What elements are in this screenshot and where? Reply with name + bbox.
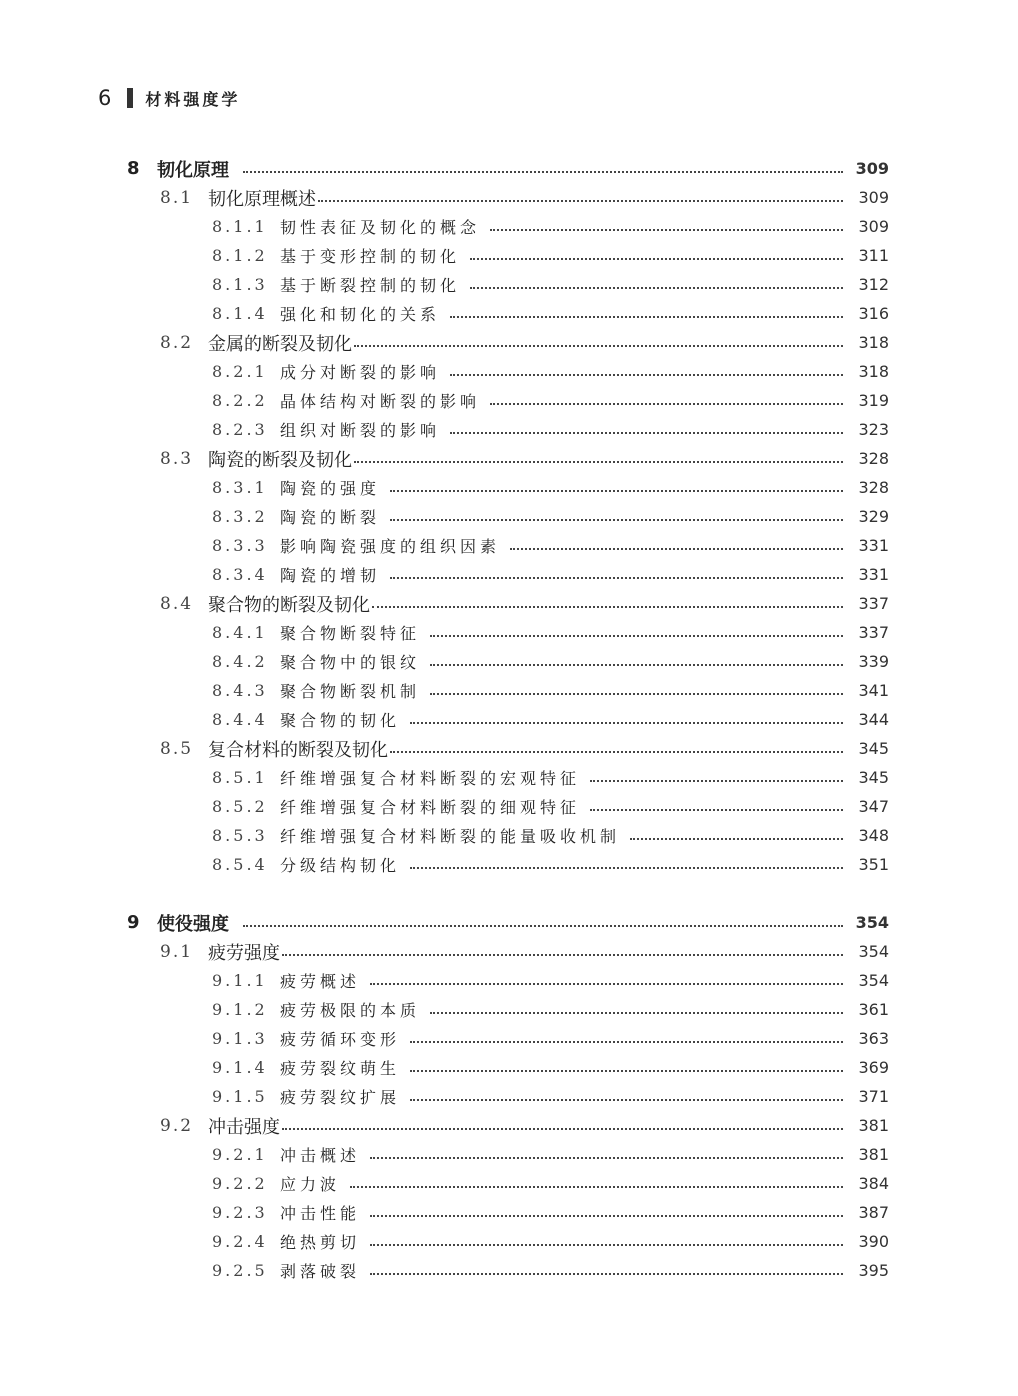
dot-leader xyxy=(450,316,843,318)
dot-leader xyxy=(450,374,843,376)
dot-leader xyxy=(410,1041,843,1043)
toc-entry-number: 8.1.3 xyxy=(212,275,268,294)
toc-entry-page: 329 xyxy=(858,507,889,526)
toc-entry-section[interactable] xyxy=(0,589,889,618)
dot-leader xyxy=(430,664,843,666)
toc-entry-number: 8.3.3 xyxy=(212,536,268,555)
toc-entry-number: 8.5.2 xyxy=(212,797,268,816)
toc-entry-number: 8.1 xyxy=(160,187,194,208)
toc-entry-page: 311 xyxy=(858,246,889,265)
toc-entry-page: 319 xyxy=(858,391,889,410)
toc-entry-page: 369 xyxy=(858,1058,889,1077)
dot-leader xyxy=(282,954,843,956)
toc-entry-sub[interactable] xyxy=(0,502,889,531)
dot-leader xyxy=(370,1244,843,1246)
toc-entry-title: 陶瓷的断裂及韧化 xyxy=(208,449,352,471)
toc-entry-sub[interactable] xyxy=(0,415,889,444)
dot-leader xyxy=(450,432,843,434)
dot-leader xyxy=(490,229,843,231)
dot-leader xyxy=(354,461,843,463)
toc-entry-number: 9.2.3 xyxy=(212,1203,268,1222)
toc-entry-title: 冲击概述 xyxy=(280,1146,361,1165)
toc-entry-section[interactable] xyxy=(0,937,889,966)
dot-leader xyxy=(590,780,843,782)
toc-entry-title: 聚合物的断裂及韧化 xyxy=(208,594,370,616)
dot-leader xyxy=(410,867,843,869)
toc-entry-page: 337 xyxy=(858,623,889,642)
toc-entry-page: 328 xyxy=(858,478,889,497)
toc-entry-page: 395 xyxy=(858,1261,889,1280)
toc-entry-section[interactable] xyxy=(0,734,889,763)
toc-entry-title: 应力波 xyxy=(280,1175,341,1194)
toc-entry-page: 348 xyxy=(858,826,889,845)
toc-entry-title: 韧化原理概述 xyxy=(208,188,316,210)
toc-entry-title: 聚合物断裂特征 xyxy=(280,624,421,643)
toc-entry-title: 分级结构韧化 xyxy=(280,856,401,875)
toc-entry-title: 纤维增强复合材料断裂的能量吸收机制 xyxy=(280,827,621,846)
toc-entry-title: 疲劳裂纹萌生 xyxy=(280,1059,401,1078)
toc-entry-number: 8.4.1 xyxy=(212,623,268,642)
dot-leader xyxy=(390,490,843,492)
dot-leader xyxy=(490,403,843,405)
toc-entry-page: 328 xyxy=(858,449,889,468)
toc-entry-title: 疲劳循环变形 xyxy=(280,1030,401,1049)
toc-entry-number: 8.2.1 xyxy=(212,362,268,381)
toc-entry-number: 9.1.2 xyxy=(212,1000,268,1019)
toc-entry-page: 381 xyxy=(858,1116,889,1135)
toc-entry-number: 9.1.3 xyxy=(212,1029,268,1048)
toc-entry-number: 9.2 xyxy=(160,1115,194,1136)
toc-entry-number: 8.3 xyxy=(160,448,194,469)
toc-entry-sub[interactable] xyxy=(0,1227,889,1256)
toc-entry-sub[interactable] xyxy=(0,270,889,299)
toc-entry-number: 8.5.4 xyxy=(212,855,268,874)
toc-entry-sub[interactable] xyxy=(0,792,889,821)
toc-entry-title: 聚合物中的银纹 xyxy=(280,653,421,672)
dot-leader xyxy=(390,577,843,579)
toc-entry-page: 354 xyxy=(858,942,889,961)
toc-entry-sub[interactable] xyxy=(0,1140,889,1169)
toc-entry-chapter[interactable] xyxy=(0,154,889,183)
toc-entry-page: 323 xyxy=(858,420,889,439)
toc-entry-number: 8.5 xyxy=(160,738,194,759)
toc-entry-number: 8.3.4 xyxy=(212,565,268,584)
toc-entry-title: 疲劳强度 xyxy=(208,942,280,964)
toc-entry-number: 9.1.4 xyxy=(212,1058,268,1077)
toc-entry-title: 基于变形控制的韧化 xyxy=(280,247,461,266)
toc-entry-sub[interactable] xyxy=(0,705,889,734)
toc-entry-sub[interactable] xyxy=(0,357,889,386)
toc-entry-title: 陶瓷的断裂 xyxy=(280,508,381,527)
toc-entry-number: 9.2.1 xyxy=(212,1145,268,1164)
toc-entry-section[interactable] xyxy=(0,1111,889,1140)
toc-entry-number: 8.4.2 xyxy=(212,652,268,671)
toc-entry-title: 冲击性能 xyxy=(280,1204,361,1223)
toc-entry-title: 纤维增强复合材料断裂的细观特征 xyxy=(280,798,581,817)
toc-entry-number: 8.2 xyxy=(160,332,194,353)
toc-entry-title: 使役强度 xyxy=(157,913,229,935)
toc-entry-number: 8.5.3 xyxy=(212,826,268,845)
running-header xyxy=(98,84,240,112)
toc-entry-page: 351 xyxy=(858,855,889,874)
toc-entry-section[interactable] xyxy=(0,328,889,357)
toc-entry-sub[interactable] xyxy=(0,647,889,676)
toc-entry-title: 疲劳极限的本质 xyxy=(280,1001,421,1020)
toc-entry-title: 剥落破裂 xyxy=(280,1262,361,1281)
toc-entry-number: 8.4.4 xyxy=(212,710,268,729)
toc-entry-page: 337 xyxy=(858,594,889,613)
dot-leader xyxy=(370,1157,843,1159)
toc-entry-page: 341 xyxy=(858,681,889,700)
toc-entry-page: 312 xyxy=(858,275,889,294)
toc-entry-title: 复合材料的断裂及韧化 xyxy=(208,739,388,761)
toc-entry-number: 9.2.2 xyxy=(212,1174,268,1193)
dot-leader xyxy=(470,287,843,289)
toc-entry-title: 陶瓷的增韧 xyxy=(280,566,381,585)
toc-entry-sub[interactable] xyxy=(0,241,889,270)
toc-entry-sub[interactable] xyxy=(0,1256,889,1285)
dot-leader xyxy=(390,519,843,521)
toc-entry-number: 8.2.3 xyxy=(212,420,268,439)
toc-entry-number: 8.1.1 xyxy=(212,217,268,236)
toc-entry-sub[interactable] xyxy=(0,966,889,995)
dot-leader xyxy=(470,258,843,260)
dot-leader xyxy=(350,1186,843,1188)
toc-entry-page: 361 xyxy=(858,1000,889,1019)
toc-entry-number: 8 xyxy=(127,158,140,179)
toc-entry-sub[interactable] xyxy=(0,560,889,589)
header-divider-bar xyxy=(127,88,133,108)
toc-entry-sub[interactable] xyxy=(0,763,889,792)
toc-entry-page: 387 xyxy=(858,1203,889,1222)
toc-entry-page: 384 xyxy=(858,1174,889,1193)
dot-leader xyxy=(370,1273,843,1275)
dot-leader xyxy=(410,1099,843,1101)
toc-entry-number: 8.5.1 xyxy=(212,768,268,787)
dot-leader xyxy=(430,635,843,637)
toc-entry-page: 331 xyxy=(858,565,889,584)
toc-entry-sub[interactable] xyxy=(0,212,889,241)
toc-entry-title: 金属的断裂及韧化 xyxy=(208,333,352,355)
dot-leader xyxy=(354,345,843,347)
dot-leader xyxy=(243,925,843,927)
toc-entry-title: 韧化原理 xyxy=(157,159,229,181)
dot-leader xyxy=(410,1070,843,1072)
toc-entry-number: 9.1.5 xyxy=(212,1087,268,1106)
toc-entry-page: 318 xyxy=(858,362,889,381)
toc-entry-number: 8.1.4 xyxy=(212,304,268,323)
toc-entry-page: 371 xyxy=(858,1087,889,1106)
toc-entry-page: 390 xyxy=(858,1232,889,1251)
toc-entry-number: 8.3.1 xyxy=(212,478,268,497)
toc-entry-page: 347 xyxy=(858,797,889,816)
toc-entry-page: 363 xyxy=(858,1029,889,1048)
toc-entry-title: 纤维增强复合材料断裂的宏观特征 xyxy=(280,769,581,788)
dot-leader xyxy=(372,606,843,608)
page-number: 6 xyxy=(98,86,112,110)
toc-entry-number: 9.2.5 xyxy=(212,1261,268,1280)
toc-entry-title: 强化和韧化的关系 xyxy=(280,305,441,324)
book-title: 材料强度学 xyxy=(145,89,241,109)
toc-entry-page: 316 xyxy=(858,304,889,323)
toc-entry-title: 绝热剪切 xyxy=(280,1233,361,1252)
toc-entry-page: 318 xyxy=(858,333,889,352)
dot-leader xyxy=(510,548,843,550)
toc-entry-page: 345 xyxy=(858,768,889,787)
toc-entry-title: 成分对断裂的影响 xyxy=(280,363,441,382)
toc-entry-sub[interactable] xyxy=(0,676,889,705)
toc-entry-page: 345 xyxy=(858,739,889,758)
toc-entry-number: 8.2.2 xyxy=(212,391,268,410)
toc-entry-title: 组织对断裂的影响 xyxy=(280,421,441,440)
toc-entry-title: 疲劳裂纹扩展 xyxy=(280,1088,401,1107)
toc-entry-page: 331 xyxy=(858,536,889,555)
toc-entry-number: 8.4 xyxy=(160,593,194,614)
dot-leader xyxy=(590,809,843,811)
dot-leader xyxy=(390,751,843,753)
toc-entry-page: 354 xyxy=(858,971,889,990)
toc-entry-title: 疲劳概述 xyxy=(280,972,361,991)
toc-entry-number: 9 xyxy=(127,912,140,933)
toc-entry-sub[interactable] xyxy=(0,1053,889,1082)
dot-leader xyxy=(430,693,843,695)
toc-entry-title: 陶瓷的强度 xyxy=(280,479,381,498)
dot-leader xyxy=(282,1128,843,1130)
toc-entry-number: 8.1.2 xyxy=(212,246,268,265)
toc-entry-number: 8.3.2 xyxy=(212,507,268,526)
toc-entry-section[interactable] xyxy=(0,183,889,212)
toc-entry-sub[interactable] xyxy=(0,1169,889,1198)
toc-entry-page: 344 xyxy=(858,710,889,729)
toc-entry-sub[interactable] xyxy=(0,821,889,850)
toc-entry-page: 309 xyxy=(858,217,889,236)
toc-entry-page: 309 xyxy=(858,188,889,207)
toc-entry-number: 9.1 xyxy=(160,941,194,962)
toc-entry-sub[interactable] xyxy=(0,531,889,560)
toc-entry-chapter[interactable] xyxy=(0,908,889,937)
toc-entry-sub[interactable] xyxy=(0,299,889,328)
toc-entry-page: 381 xyxy=(858,1145,889,1164)
toc-entry-title: 影响陶瓷强度的组织因素 xyxy=(280,537,501,556)
toc-entry-title: 聚合物断裂机制 xyxy=(280,682,421,701)
toc-entry-sub[interactable] xyxy=(0,995,889,1024)
toc-entry-sub[interactable] xyxy=(0,1082,889,1111)
toc-entry-sub[interactable] xyxy=(0,850,889,879)
toc-entry-sub[interactable] xyxy=(0,1198,889,1227)
dot-leader xyxy=(243,171,843,173)
toc-entry-title: 冲击强度 xyxy=(208,1116,280,1138)
toc-entry-page: 339 xyxy=(858,652,889,671)
toc-entry-title: 基于断裂控制的韧化 xyxy=(280,276,461,295)
dot-leader xyxy=(630,838,843,840)
toc-entry-title: 韧性表征及韧化的概念 xyxy=(280,218,481,237)
dot-leader xyxy=(318,200,843,202)
toc-entry-section[interactable] xyxy=(0,444,889,473)
toc-entry-number: 9.1.1 xyxy=(212,971,268,990)
dot-leader xyxy=(370,1215,843,1217)
toc-entry-sub[interactable] xyxy=(0,1024,889,1053)
toc-entry-sub[interactable] xyxy=(0,618,889,647)
toc-entry-sub[interactable] xyxy=(0,473,889,502)
toc-entry-sub[interactable] xyxy=(0,386,889,415)
dot-leader xyxy=(430,1012,843,1014)
dot-leader xyxy=(410,722,843,724)
toc-entry-number: 8.4.3 xyxy=(212,681,268,700)
dot-leader xyxy=(370,983,843,985)
toc-entry-page: 354 xyxy=(855,913,889,932)
toc-entry-number: 9.2.4 xyxy=(212,1232,268,1251)
toc-entry-page: 309 xyxy=(855,159,889,178)
toc-entry-title: 晶体结构对断裂的影响 xyxy=(280,392,481,411)
toc-entry-title: 聚合物的韧化 xyxy=(280,711,401,730)
